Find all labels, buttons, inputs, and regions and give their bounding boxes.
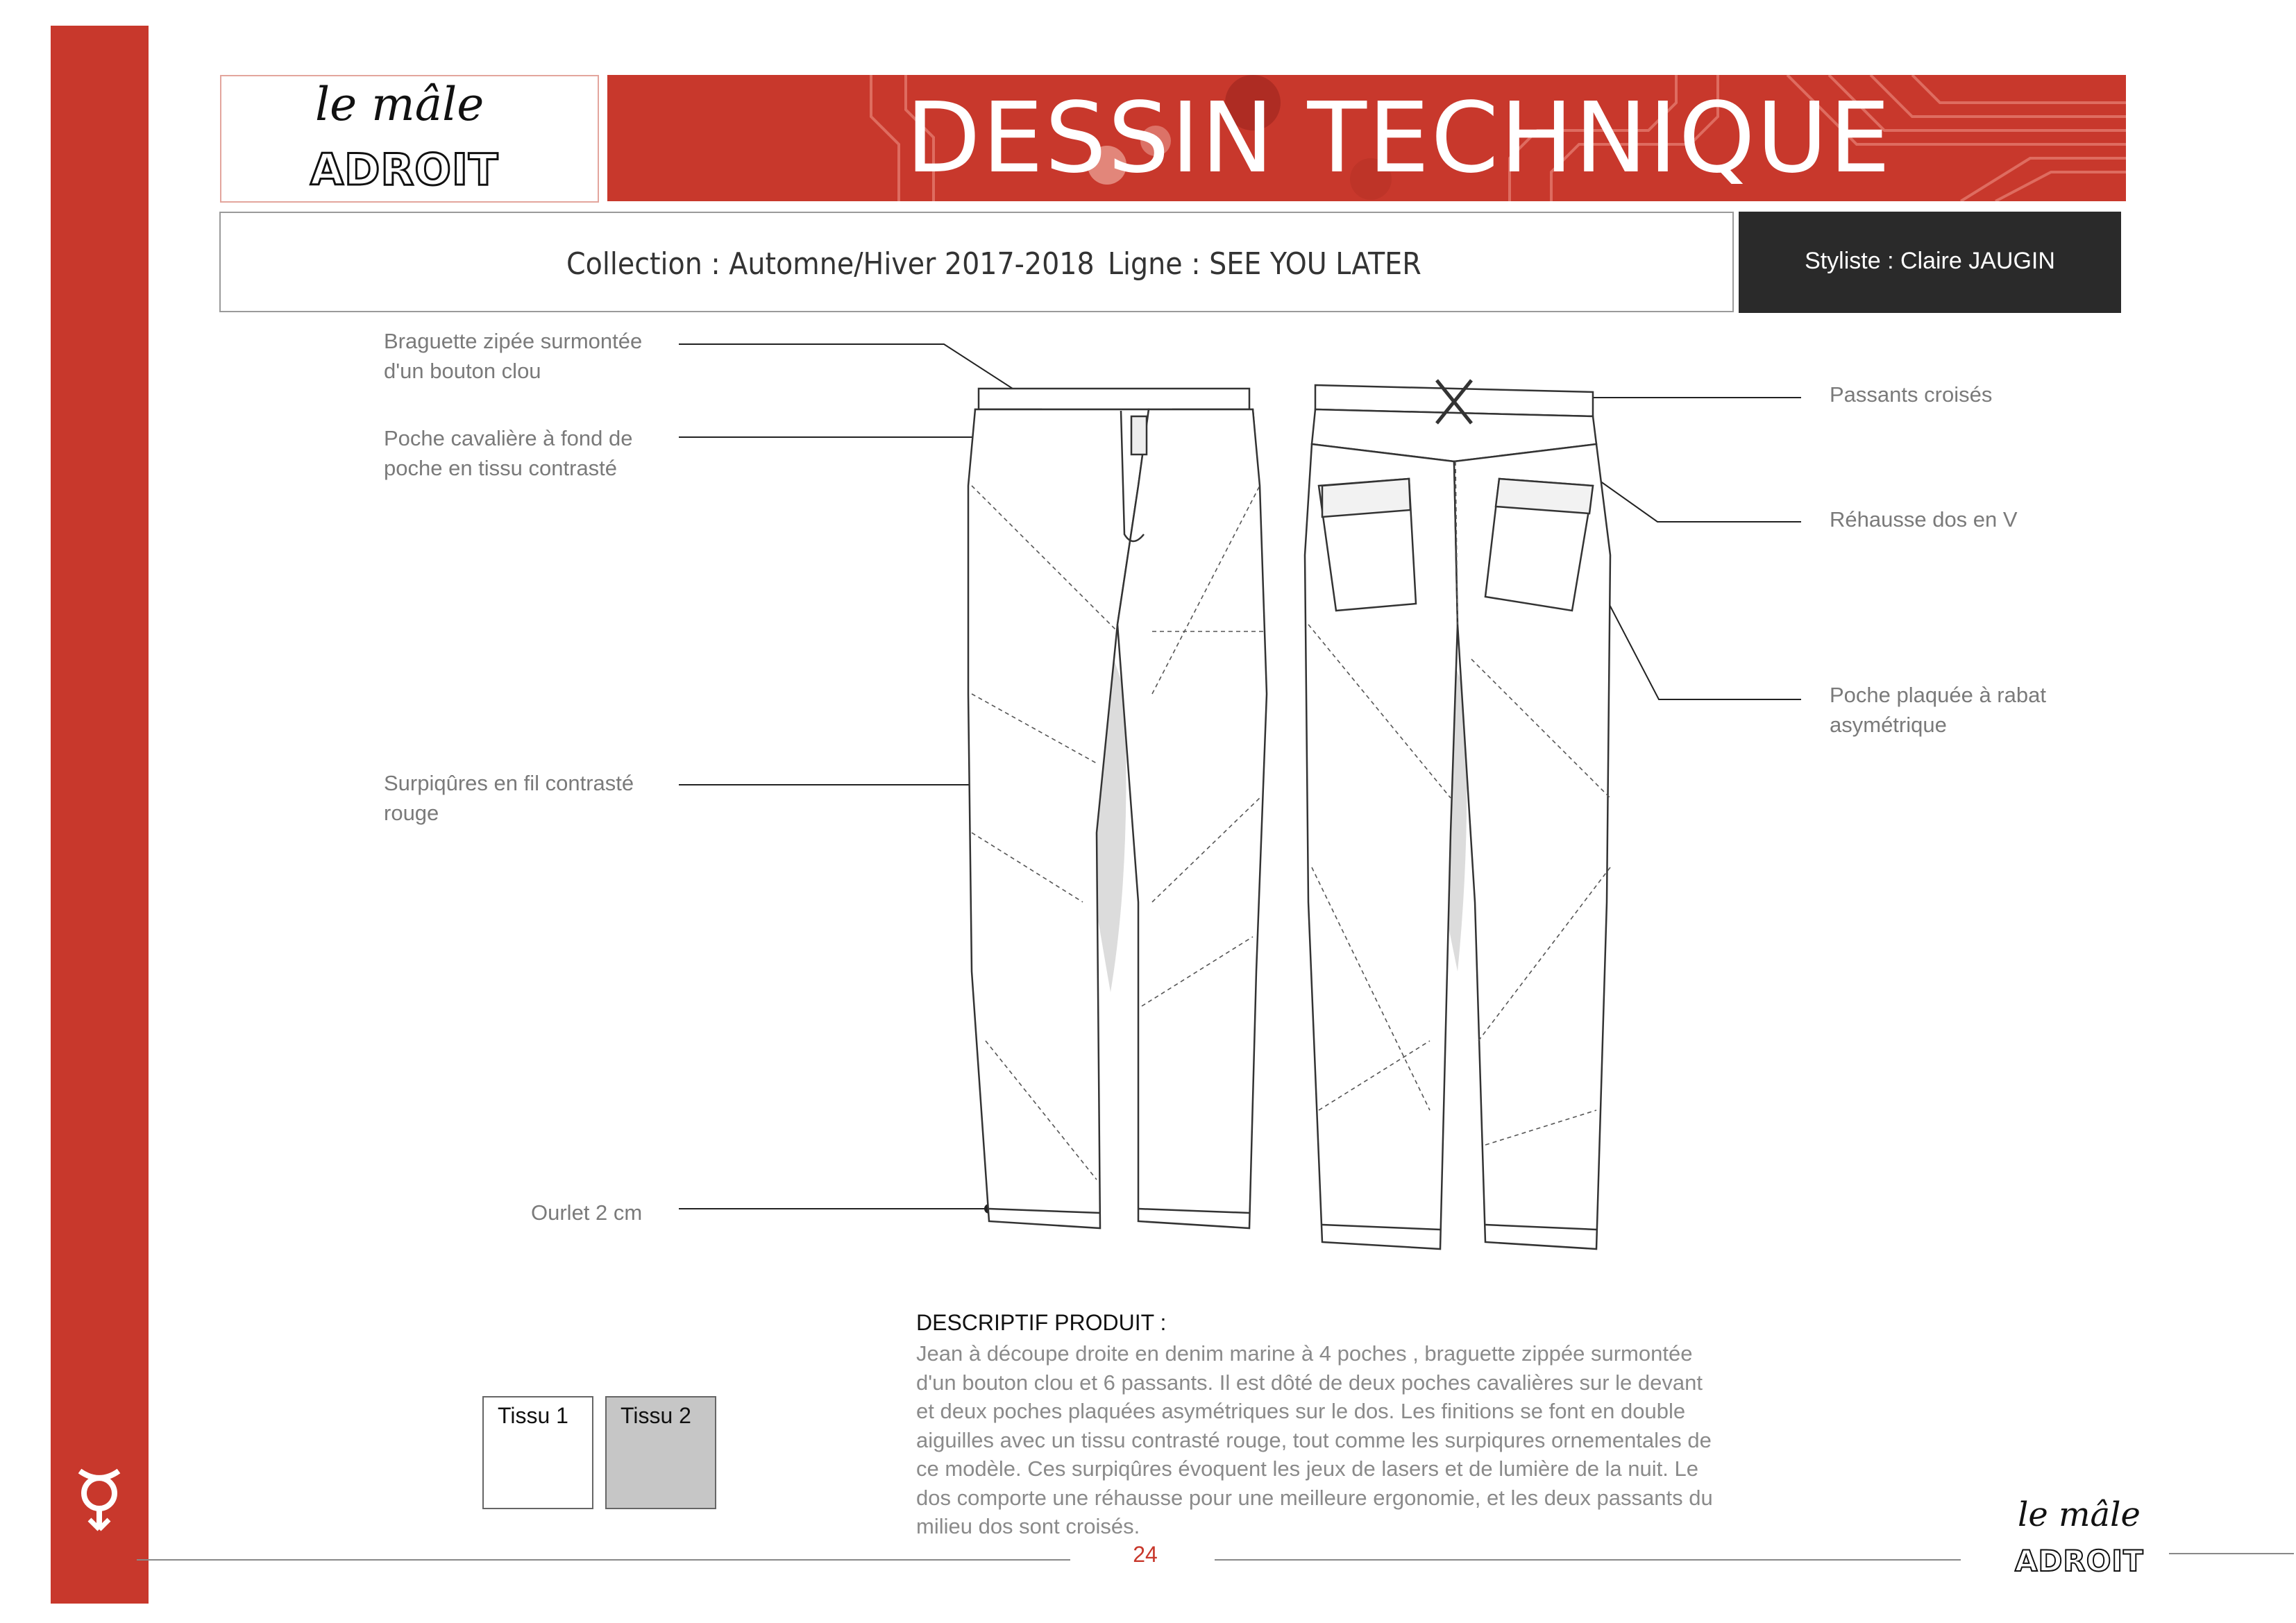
logo-block-text: ADROIT — [2015, 1544, 2144, 1578]
footer-rule-edge — [2169, 1553, 2294, 1554]
line-label: Ligne : SEE YOU LATER — [1108, 246, 1421, 282]
swatch-label: Tissu 1 — [498, 1403, 568, 1428]
logo-script-text: le mâle — [315, 78, 484, 131]
stylist-label: Styliste : Claire JAUGIN — [1805, 248, 2055, 274]
callout-hem: Ourlet 2 cm — [531, 1200, 643, 1225]
logo-block-text: ADROIT — [310, 144, 499, 195]
footer-rule-right — [1215, 1559, 1961, 1561]
logo-script-text: le mâle — [2018, 1495, 2141, 1534]
callout-front-pocket: Poche cavalière à fond de poche en tissu contrasté — [384, 426, 633, 480]
brand-logo-footer — [2009, 1495, 2148, 1586]
collection-label: Collection : Automne/Hiver 2017-2018 — [566, 246, 1095, 282]
callout-back-yoke: Réhausse dos en V — [1830, 507, 2018, 532]
page-number: 24 — [1133, 1542, 1158, 1567]
callout-back-pocket: Poche plaquée à rabat asymétrique — [1830, 683, 2046, 737]
swatch-tissu-1 — [482, 1396, 593, 1509]
jeans-back-view — [1305, 380, 1610, 1249]
callout-topstitching: Surpiqûres en fil contrasté rouge — [384, 771, 634, 825]
jeans-front-view — [968, 389, 1267, 1228]
page-title: DESSIN TECHNIQUE — [906, 82, 1892, 195]
footer-rule-left — [137, 1559, 1070, 1561]
callout-fly-zip: Braguette zipée surmontée d'un bouton clou — [384, 329, 643, 383]
swatch-tissu-2 — [605, 1396, 716, 1509]
description-title: DESCRIPTIF PRODUIT : — [916, 1310, 1167, 1335]
swatch-label: Tissu 2 — [621, 1403, 691, 1428]
callout-belt-loops: Passants croisés — [1830, 382, 1993, 407]
description-body: Jean à découpe droite en denim marine à 4 poches , braguette zippée surmontée d'un bouton clou et 6 passants. Il est dôté de deux poches cavalières sur le devant et deux poches plaquées asymétriques sur le dos. Les finitions se font en double aiguilles avec un tissu contrasté rouge, tout comme les surpiqures ornementales de ce modèle. Ces surpiqûres évoquent les jeux de lasers et de lumière de la nuit. Le dos comporte une réhausse pour une meilleure ergonomie, et les deux passants du milieu dos sont croisés. — [916, 1341, 1713, 1538]
